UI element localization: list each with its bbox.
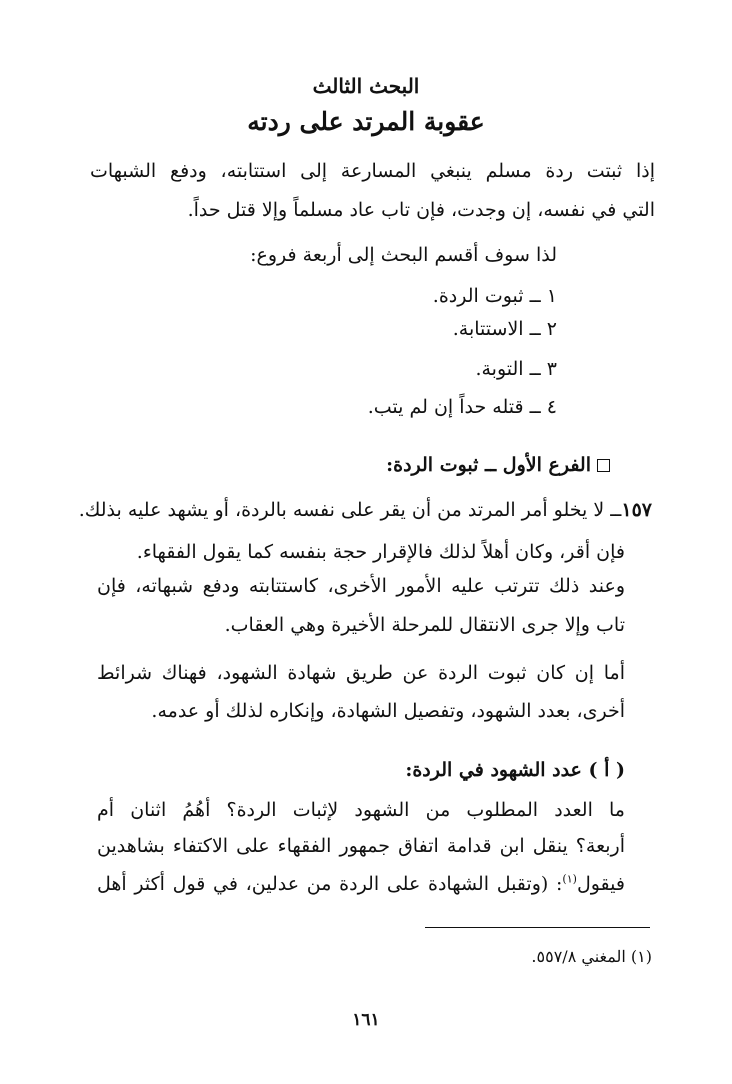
outline-item: ٢ ــ الاستتابة. [452, 318, 557, 340]
witness-line-1: أما إن كان ثبوت الردة عن طريق شهادة الشهود، فهناك شرائط [97, 662, 625, 684]
footnote: (١) المغني ٥٥٧/٨. [531, 947, 652, 966]
section-title: عقوبة المرتد على ردته [247, 107, 485, 136]
witness-line-2: أخرى، بعدد الشهود، وتفصيل الشهادة، وإنكاره لذلك أو عدمه. [151, 700, 625, 722]
outline-lead: لذا سوف أقسم البحث إلى أربعة فروع: [250, 244, 557, 266]
count-line-1: ما العدد المطلوب من الشهود لإثبات الردة؟ أهُمُ اثنان أم [97, 799, 625, 821]
outline-item: ١ ــ ثبوت الردة. [432, 285, 557, 307]
footnote-reference: (١) [562, 872, 577, 886]
branch-heading [386, 451, 610, 479]
paragraph-157-line-4: تاب وإلا جرى الانتقال للمرحلة الأخيرة وهي العقاب. [224, 614, 625, 636]
intro-line-1: إذا ثبتت ردة مسلم ينبغي المسارعة إلى استتابته، ودفع الشبهات [90, 160, 655, 182]
count-line-3 [97, 870, 625, 898]
branch-heading-text: الفرع الأول ــ ثبوت الردة: [386, 454, 591, 476]
paragraph-number: ١٥٧ [621, 499, 652, 521]
subsection-heading: ( أ ) عدد الشهود في الردة: [405, 759, 625, 781]
page-number: ١٦١ [352, 1010, 380, 1030]
intro-line-2: التي في نفسه، إن وجدت، فإن تاب عاد مسلماً وإلا قتل حداً. [187, 199, 655, 221]
footnote-divider [425, 927, 650, 928]
section-kicker: البحث الثالث [312, 74, 420, 98]
square-bullet-icon [597, 459, 610, 472]
count-line-3-after: : (وتقبل الشهادة على الردة من عدلين، في قول أكثر أهل [97, 873, 563, 895]
paragraph-157-line-2: فإن أقر، وكان أهلاً لذلك فالإقرار حجة بنفسه كما يقول الفقهاء. [136, 541, 625, 563]
count-line-2: أربعة؟ ينقل ابن قدامة اتفاق جمهور الفقهاء على الاكتفاء بشاهدين [97, 835, 625, 857]
paragraph-text: ــ لا يخلو أمر المرتد من أن يقر على نفسه بالردة، أو يشهد عليه بذلك. [78, 499, 622, 521]
paragraph-157-first-line [79, 496, 652, 524]
count-line-3-before: فيقول [576, 873, 625, 895]
outline-item: ٤ ــ قتله حداً إن لم يتب. [367, 396, 557, 418]
paragraph-157-line-3: وعند ذلك تترتب عليه الأمور الأخرى، كاستتابته ودفع شبهاته، فإن [97, 575, 625, 597]
outline-item: ٣ ــ التوبة. [475, 358, 557, 380]
